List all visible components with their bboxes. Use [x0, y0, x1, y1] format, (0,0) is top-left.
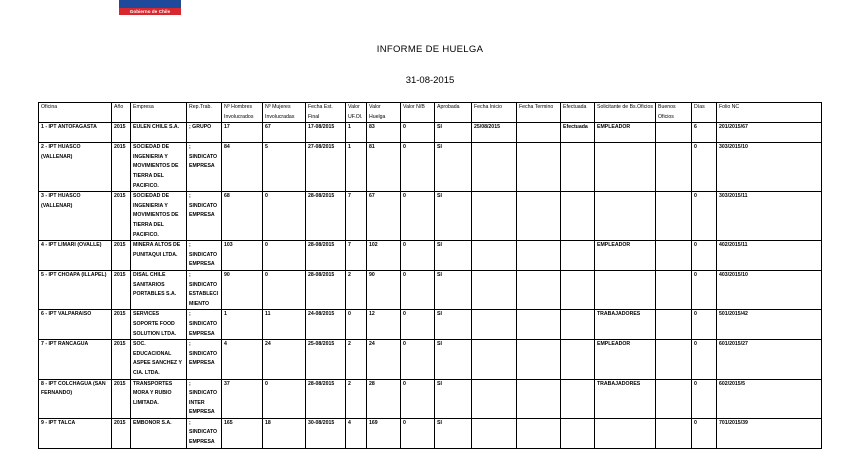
table-cell: [472, 310, 517, 340]
table-cell: 6 - IPT VALPARAISO: [39, 310, 112, 340]
table-cell: 0: [401, 241, 435, 271]
table-row: [39, 241, 822, 271]
column-header: Nº Mujeres Involucradas: [263, 103, 306, 123]
table-cell: SOCIEDAD DE INGENIERIA Y MOVIMIENTOS DE TIERRA DEL PACIFICO.: [131, 192, 187, 241]
table-cell: 165: [222, 418, 263, 448]
table-cell: TRANSPORTES MORA Y RUBIO LIMITADA.: [131, 379, 187, 418]
table-cell: ; SINDICATO EMPRESA: [187, 241, 222, 271]
table-cell: 28: [367, 379, 401, 418]
table-cell: 402/2015/11: [717, 241, 822, 271]
table-cell: ; SINDICATO EMPRESA: [187, 192, 222, 241]
table-cell: SI: [435, 418, 472, 448]
table-cell: 25/08/2015: [472, 123, 517, 143]
table-cell: 6: [692, 123, 717, 143]
table-cell: 2 - IPT HUASCO (VALLENAR): [39, 143, 112, 192]
table-cell: ; GRUPO: [187, 123, 222, 143]
table-cell: ; SINDICATO EMPRESA: [187, 143, 222, 192]
table-cell: 28-08/2015: [306, 379, 346, 418]
table-row: [39, 379, 822, 418]
table-cell: 0: [263, 192, 306, 241]
table-row: [39, 123, 822, 143]
table-cell: 28-08/2015: [306, 270, 346, 309]
table-cell: [517, 143, 561, 192]
table-cell: SI: [435, 123, 472, 143]
table-cell: ; SINDICATO INTER EMPRESA: [187, 379, 222, 418]
column-header: Nº Hombres Involucrados: [222, 103, 263, 123]
table-cell: 12: [367, 310, 401, 340]
table-cell: 2015: [112, 379, 131, 418]
table-cell: 7 - IPT RANCAGUA: [39, 340, 112, 379]
table-cell: 24: [263, 340, 306, 379]
table-cell: 30-08/2015: [306, 418, 346, 448]
table-cell: [595, 418, 656, 448]
column-header: Días: [692, 103, 717, 123]
table-cell: ; SINDICATO EMPRESA: [187, 418, 222, 448]
table-cell: 0: [401, 143, 435, 192]
logo-text: Gobierno de Chile: [129, 9, 171, 14]
table-cell: TRABAJADORES: [595, 310, 656, 340]
table-cell: 1: [346, 123, 367, 143]
table-cell: 0: [692, 270, 717, 309]
table-cell: 2015: [112, 270, 131, 309]
column-header: Valor Huelga: [367, 103, 401, 123]
table-cell: 0: [692, 340, 717, 379]
table-cell: 403/2015/10: [717, 270, 822, 309]
table-cell: 0: [401, 192, 435, 241]
table-cell: [472, 418, 517, 448]
table-cell: SI: [435, 241, 472, 271]
table-cell: [517, 310, 561, 340]
table-cell: ; SINDICATO EMPRESA: [187, 340, 222, 379]
table-cell: [517, 270, 561, 309]
table-cell: [595, 143, 656, 192]
column-header: Valor N/B: [401, 103, 435, 123]
table-cell: 25-08/2015: [306, 340, 346, 379]
table-cell: 2: [346, 379, 367, 418]
table-cell: SOC. EDUCACIONAL ASPEE SANCHEZ Y CIA. LTDA.: [131, 340, 187, 379]
table-cell: SI: [435, 270, 472, 309]
table-cell: 27-08/2015: [306, 143, 346, 192]
table-cell: MINERA ALTOS DE PUNITAQUI LTDA.: [131, 241, 187, 271]
table-cell: 0: [401, 379, 435, 418]
table-cell: 501/2015/42: [717, 310, 822, 340]
table-cell: 81: [367, 143, 401, 192]
table-cell: 5: [263, 143, 306, 192]
table-cell: 68: [222, 192, 263, 241]
table-cell: 4: [222, 340, 263, 379]
table-cell: SI: [435, 143, 472, 192]
column-header: Año: [112, 103, 131, 123]
table-row: [39, 310, 822, 340]
column-header: Fecha Est. Final: [306, 103, 346, 123]
table-cell: 2015: [112, 241, 131, 271]
gobierno-logo: [119, 0, 181, 15]
table-cell: [517, 241, 561, 271]
table-cell: 84: [222, 143, 263, 192]
table-cell: SI: [435, 192, 472, 241]
table-cell: [472, 270, 517, 309]
column-header: Fecha Termino: [517, 103, 561, 123]
table-cell: 0: [401, 270, 435, 309]
column-header: Valor UF.Ol.: [346, 103, 367, 123]
table-header-row: [39, 103, 822, 123]
table-cell: 303/2015/10: [717, 143, 822, 192]
table-cell: 169: [367, 418, 401, 448]
table-row: [39, 418, 822, 448]
table-cell: 2015: [112, 123, 131, 143]
table-cell: 0: [692, 241, 717, 271]
table-cell: 1: [346, 143, 367, 192]
table-cell: SI: [435, 310, 472, 340]
report-title: INFORME DE HUELGA: [376, 44, 484, 55]
table-cell: 83: [367, 123, 401, 143]
table-cell: SERVICES SOPORTE FOOD SOLUTION LTDA.: [131, 310, 187, 340]
report-date: 31-08-2015: [405, 75, 455, 86]
table-cell: 602/2015/5: [717, 379, 822, 418]
table-cell: 4: [346, 418, 367, 448]
table-cell: 17-08/2015: [306, 123, 346, 143]
table-cell: 28-08/2015: [306, 192, 346, 241]
table-cell: [656, 143, 692, 192]
table-cell: [561, 241, 595, 271]
table-cell: [561, 340, 595, 379]
table-cell: 8 - IPT COLCHAGUA (SAN FERNANDO): [39, 379, 112, 418]
table-cell: SI: [435, 379, 472, 418]
table-cell: 7: [346, 241, 367, 271]
table-cell: 24-08/2015: [306, 310, 346, 340]
table-cell: EMBONOR S.A.: [131, 418, 187, 448]
column-header: Oficina: [39, 103, 112, 123]
table-cell: SOCIEDAD DE INGENIERIA Y MOVIMIENTOS DE TIERRA DEL PACIFICO.: [131, 143, 187, 192]
table-cell: [595, 270, 656, 309]
column-header: Efectuada: [561, 103, 595, 123]
table-cell: [517, 192, 561, 241]
table-row: [39, 340, 822, 379]
table-cell: EMPLEADOR: [595, 123, 656, 143]
table-cell: 4 - IPT LIMARI (OVALLE): [39, 241, 112, 271]
table-cell: [472, 379, 517, 418]
table-cell: 3 - IPT HUASCO (VALLENAR): [39, 192, 112, 241]
column-header: Solicitante de Bs.Oficios: [595, 103, 656, 123]
table-cell: 0: [401, 340, 435, 379]
table-cell: 0: [692, 192, 717, 241]
table-cell: [561, 270, 595, 309]
table-row: [39, 143, 822, 192]
table-cell: [472, 241, 517, 271]
table-cell: [517, 418, 561, 448]
table-cell: 701/2015/39: [717, 418, 822, 448]
table-cell: 201/2015/67: [717, 123, 822, 143]
table-cell: 9 - IPT TALCA: [39, 418, 112, 448]
column-header: Folio NC: [717, 103, 822, 123]
table-cell: [561, 143, 595, 192]
table-cell: 90: [222, 270, 263, 309]
table-cell: 303/2015/11: [717, 192, 822, 241]
table-cell: 0: [401, 123, 435, 143]
column-header: Rep.Trab.: [187, 103, 222, 123]
table-cell: 0: [692, 379, 717, 418]
table-cell: SI: [435, 340, 472, 379]
table-cell: 2015: [112, 192, 131, 241]
table-cell: DISAL CHILE SANITARIOS PORTABLES S.A.: [131, 270, 187, 309]
column-header: Fecha Inicio: [472, 103, 517, 123]
table-cell: 2: [346, 270, 367, 309]
table-cell: 0: [263, 270, 306, 309]
table-cell: 7: [346, 192, 367, 241]
table-cell: [561, 310, 595, 340]
table-cell: 0: [263, 379, 306, 418]
table-cell: 67: [367, 192, 401, 241]
table-cell: EMPLEADOR: [595, 340, 656, 379]
table-row: [39, 192, 822, 241]
table-cell: Efectuada: [561, 123, 595, 143]
table-cell: [472, 143, 517, 192]
table-cell: 2015: [112, 310, 131, 340]
table-cell: 601/2015/27: [717, 340, 822, 379]
table-cell: 28-08/2015: [306, 241, 346, 271]
table-cell: 37: [222, 379, 263, 418]
table-cell: 0: [692, 418, 717, 448]
table-cell: [517, 340, 561, 379]
table-cell: [656, 192, 692, 241]
table-cell: EULEN CHILE S.A.: [131, 123, 187, 143]
table-cell: [561, 379, 595, 418]
column-header: Empresa: [131, 103, 187, 123]
table-cell: 90: [367, 270, 401, 309]
table-cell: [517, 379, 561, 418]
table-cell: 0: [263, 241, 306, 271]
table-cell: ; SINDICATO ESTABLECIMIENTO: [187, 270, 222, 309]
table-cell: 2015: [112, 340, 131, 379]
table-cell: 5 - IPT CHOAPA (ILLAPEL): [39, 270, 112, 309]
table-cell: [561, 418, 595, 448]
table-cell: [595, 192, 656, 241]
table-cell: [656, 340, 692, 379]
table-cell: TRABAJADORES: [595, 379, 656, 418]
table-cell: 102: [367, 241, 401, 271]
table-cell: EMPLEADOR: [595, 241, 656, 271]
table-cell: 103: [222, 241, 263, 271]
column-header: Aprobada: [435, 103, 472, 123]
table-cell: [656, 123, 692, 143]
table-cell: 0: [346, 310, 367, 340]
table-row: [39, 270, 822, 309]
table-cell: 11: [263, 310, 306, 340]
table-cell: 2: [346, 340, 367, 379]
table-cell: 0: [692, 310, 717, 340]
table-cell: [472, 340, 517, 379]
table-cell: 0: [401, 418, 435, 448]
table-cell: [656, 379, 692, 418]
table-cell: [656, 310, 692, 340]
table-cell: [517, 123, 561, 143]
table-cell: [656, 270, 692, 309]
column-header: Buenos Oficios: [656, 103, 692, 123]
table-cell: 67: [263, 123, 306, 143]
table-cell: 1: [222, 310, 263, 340]
table-cell: 18: [263, 418, 306, 448]
table-cell: [561, 192, 595, 241]
table-cell: 17: [222, 123, 263, 143]
table-cell: [472, 192, 517, 241]
strike-report-table: [38, 102, 822, 449]
table-cell: ; SINDICATO EMPRESA: [187, 310, 222, 340]
table-cell: [656, 241, 692, 271]
table-cell: [656, 418, 692, 448]
table-cell: 0: [401, 310, 435, 340]
table-cell: 24: [367, 340, 401, 379]
table-cell: 2015: [112, 143, 131, 192]
table-cell: 0: [692, 143, 717, 192]
table-cell: 1 - IPT ANTOFAGASTA: [39, 123, 112, 143]
table-cell: 2015: [112, 418, 131, 448]
